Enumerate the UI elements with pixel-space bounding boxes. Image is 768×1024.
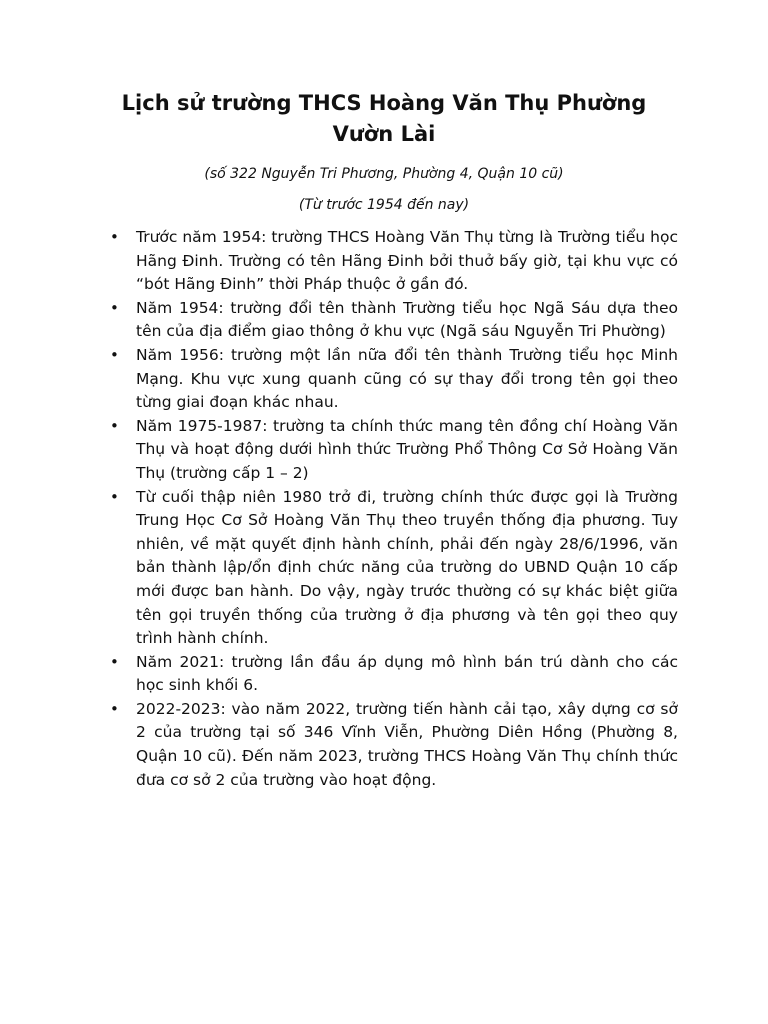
list-item — [90, 486, 678, 651]
bullet-icon: • — [110, 228, 119, 246]
bullet-icon: • — [110, 652, 119, 671]
document-title: Lịch sử trường THCS Hoàng Văn Thụ Phường Vườn Lài — [121, 91, 647, 146]
list-item-text: Năm 1975-1987: trường ta chính thức mang tên đồng chí Hoàng Văn Thụ và hoạt động dưới hình thức Trường Phổ Thông Cơ Sở Hoàng Văn Thụ (trường cấp 1 – 2) — [136, 416, 678, 482]
list-item-text: Năm 1954: trường đổi tên thành Trường tiểu học Ngã Sáu dựa theo tên của địa điểm giao thông ở khu vực (Ngã sáu Nguyễn Tri Phường) — [136, 298, 678, 341]
list-item — [90, 415, 678, 486]
list-item-text: Trước năm 1954: trường THCS Hoàng Văn Thụ từng là Trường tiểu học Hãng Đinh. Trường có tên Hãng Đinh bởi thuở bấy giờ, tại khu vực có “bót Hãng Đinh” thời Pháp thuộc ở gần đó. — [136, 228, 678, 294]
bullet-icon: • — [110, 345, 119, 364]
list-item-text: Năm 2021: trường lần đầu áp dụng mô hình bán trú dành cho các học sinh khối 6. — [136, 652, 678, 695]
list-item-text: Năm 1956: trường một lần nữa đổi tên thành Trường tiểu học Minh Mạng. Khu vực xung quanh cũng có sự thay đổi trong tên gọi theo từng giai đoạn khác nhau. — [136, 345, 678, 412]
list-item — [90, 651, 678, 698]
list-item — [90, 226, 678, 297]
bullet-icon: • — [110, 487, 119, 506]
list-item-text: 2022-2023: vào năm 2022, trường tiến hành cải tạo, xây dựng cơ sở 2 của trường tại số 346 Vĩnh Viễn, Phường Diên Hồng (Phường 8, Quận 10 cũ). Đến năm 2023, trường THCS Hoàng Văn Thụ chính thức đưa cơ sở 2 của trường vào hoạt động. — [136, 699, 678, 789]
list-item — [90, 297, 678, 344]
period-subtitle: (Từ trước 1954 đến nay) — [298, 197, 470, 213]
list-item — [90, 344, 678, 415]
address-subtitle: (số 322 Nguyễn Tri Phương, Phường 4, Quận 10 cũ) — [204, 166, 564, 182]
history-list — [90, 226, 678, 792]
list-item-text: Từ cuối thập niên 1980 trở đi, trường chính thức được gọi là Trường Trung Học Cơ Sở Hoàng Văn Thụ theo truyền thống địa phương. Tuy nhiên, về mặt quyết định hành chính, phải đến ngày 28/6/1996, văn bản thành lập/ổn định chức năng của trường do UBND Quận 10 cấp mới được ban hành. Do vậy, ngày trước thường có sự khác biệt giữa tên gọi truyền thống của trường ở địa phương và tên gọi theo quy trình hành chính. — [136, 487, 678, 648]
list-item — [90, 698, 678, 792]
bullet-icon: • — [110, 416, 119, 435]
bullet-icon: • — [110, 699, 119, 718]
bullet-icon: • — [110, 298, 119, 317]
